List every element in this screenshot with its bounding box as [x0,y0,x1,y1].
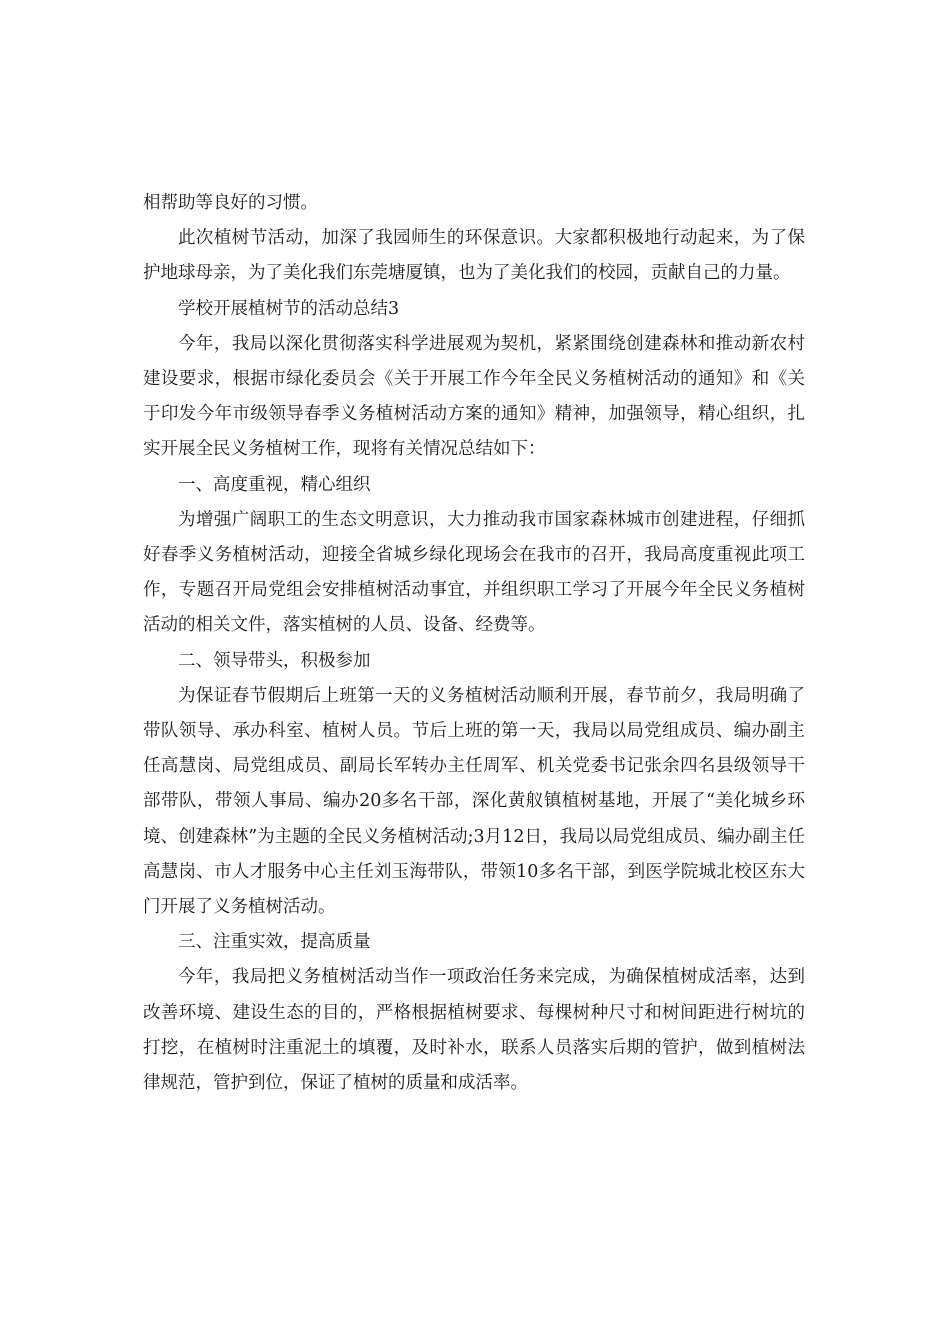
section-heading-2: 二、领导带头，积极参加 [178,650,371,671]
section-title-summary-3: 学校开展植树节的活动总结3 [178,298,400,319]
paragraph-section-3: 今年，我局把义务植树活动当作一项政治任务来完成，为确保植树成活率，达到改善环境、建设生态的目的，严格根据植树要求、每棵树种尺寸和树间距进行树坑的打挖，在植树时注重泥土的填覆，及时补水，联系人员落实后期的管护，做到植树法律规范，管护到位，保证了植树的质量和成活率。 [143,967,805,1094]
paragraph-continuation: 相帮助等良好的习惯。 [143,193,318,213]
section-heading-1: 一、高度重视，精心组织 [178,474,371,495]
paragraph-section-1: 为增强广阔职工的生态文明意识，大力推动我市国家森林城市创建进程，仔细抓好春季义务植树活动，迎接全省城乡绿化现场会在我市的召开，我局高度重视此项工作，专题召开局党组会安排植树活动事宜，并组织职工学习了开展今年全民义务植树活动的相关文件，落实植树的人员、设备、经费等。 [143,509,805,636]
paragraph-activity-summary: 此次植树节活动，加深了我园师生的环保意识。大家都积极地行动起来，为了保护地球母亲，为了美化我们东莞塘厦镇，也为了美化我们的校园，贡献自己的力量。 [143,228,805,284]
section-heading-3: 三、注重实效，提高质量 [178,932,371,953]
paragraph-section-2: 为保证春节假期后上班第一天的义务植树活动顺利开展，春节前夕，我局明确了带队领导、承办科室、植树人员。节后上班的第一天，我局以局党组成员、编办副主任高慧岗、局党组成员、副局长军转办主任周军、机关党委书记张余四名县级领导干部带队，带领人事局、编办20多名干部，深化黄舣镇植树基地，开展了“美化城乡环境、创建森林”为主题的全民义务植树活动;3月12日，我局以局党组成员、编办副主任高慧岗、市人才服务中心主任刘玉海带队，带领10多名干部，到医学院城北校区东大门开展了义务植树活动。 [143,685,805,918]
document-body [143,186,805,1101]
paragraph-intro: 今年，我局以深化贯彻落实科学进展观为契机，紧紧围绕创建森林和推动新农村建设要求，根据市绿化委员会《关于开展工作今年全民义务植树活动的通知》和《关于印发今年市级领导春季义务植树活动方案的通知》精神，加强领导，精心组织，扎实开展全民义务植树工作，现将有关情况总结如下： [143,333,805,460]
